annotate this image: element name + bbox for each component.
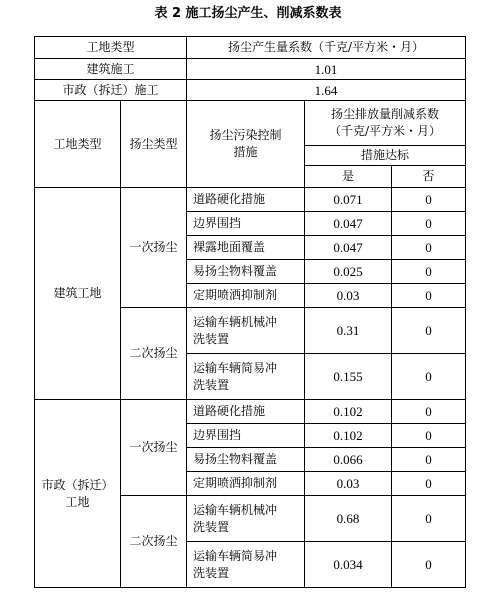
reduction-header-compliance: 措施达标	[305, 146, 466, 166]
coefficient-yes-cell: 0.102	[305, 424, 392, 448]
table-row	[35, 188, 466, 212]
coefficient-yes-cell: 0.03	[305, 472, 392, 496]
generation-site-type: 市政（拆迁）施工	[35, 80, 187, 101]
reduction-header-dust-type: 扬尘类型	[121, 101, 187, 188]
table-row	[35, 400, 466, 424]
measure-cell: 易扬尘物料覆盖	[187, 260, 305, 284]
coefficient-yes-cell: 0.03	[305, 284, 392, 308]
coefficient-no-cell: 0	[392, 260, 466, 284]
measure-cell	[187, 542, 305, 588]
coefficient-no-cell: 0	[392, 284, 466, 308]
measure-line2: 洗装置	[193, 565, 230, 580]
reduction-header-measure-line1: 扬尘污染控制	[209, 128, 282, 142]
coefficient-yes-cell: 0.034	[305, 542, 392, 588]
measure-cell: 易扬尘物料覆盖	[187, 448, 305, 472]
measure-line1: 运输车辆机械冲	[193, 314, 278, 329]
coefficient-yes-cell: 0.68	[305, 496, 392, 542]
measure-cell	[187, 308, 305, 354]
generation-coefficient: 1.01	[187, 59, 466, 80]
coefficient-yes-cell: 0.071	[305, 188, 392, 212]
coefficient-yes-cell: 0.102	[305, 400, 392, 424]
table-caption: 表 2 施工扬尘产生、削减系数表	[154, 6, 342, 21]
measure-cell	[187, 354, 305, 400]
coefficient-no-cell: 0	[392, 542, 466, 588]
coefficient-yes-cell: 0.025	[305, 260, 392, 284]
generation-header-row	[35, 37, 466, 59]
reduction-header-coefficient-line1: 扬尘排放量削减系数	[331, 107, 440, 121]
coefficient-yes-cell: 0.155	[305, 354, 392, 400]
site-type-line2: 工地	[65, 494, 90, 509]
dust-type-cell: 二次扬尘	[121, 496, 187, 588]
measure-cell: 道路硬化措施	[187, 400, 305, 424]
coefficient-no-cell: 0	[392, 472, 466, 496]
generation-header-site-type: 工地类型	[35, 37, 187, 59]
reduction-header-measure	[187, 101, 305, 188]
measure-cell	[187, 496, 305, 542]
coefficient-no-cell: 0	[392, 308, 466, 354]
reduction-header-yes: 是	[305, 166, 392, 188]
coefficient-no-cell: 0	[392, 424, 466, 448]
measure-line1: 运输车辆机械冲	[193, 502, 278, 517]
dust-type-cell: 一次扬尘	[121, 400, 187, 496]
measure-line2: 洗装置	[193, 331, 230, 346]
generation-coefficient: 1.64	[187, 80, 466, 101]
site-type-line1: 市政（拆迁）	[41, 477, 114, 492]
coefficient-yes-cell: 0.047	[305, 212, 392, 236]
coefficient-no-cell: 0	[392, 496, 466, 542]
coefficient-no-cell: 0	[392, 448, 466, 472]
reduction-header-measure-line2: 措施	[233, 145, 258, 159]
coefficient-no-cell: 0	[392, 212, 466, 236]
generation-row	[35, 59, 466, 80]
measure-cell: 裸露地面覆盖	[187, 236, 305, 260]
reduction-header-coefficient	[305, 101, 466, 146]
reduction-header-coefficient-line2: （千克/平方米・月）	[329, 124, 442, 138]
reduction-header-row	[35, 101, 466, 146]
generation-header-coefficient: 扬尘产生量系数（千克/平方米・月）	[187, 37, 466, 59]
coefficient-yes-cell: 0.047	[305, 236, 392, 260]
coefficient-no-cell: 0	[392, 354, 466, 400]
coefficient-no-cell: 0	[392, 188, 466, 212]
coefficient-yes-cell: 0.066	[305, 448, 392, 472]
measure-line1: 运输车辆简易冲	[193, 548, 278, 563]
reduction-header-no: 否	[392, 166, 466, 188]
reduction-header-site-type: 工地类型	[35, 101, 121, 188]
measure-line2: 洗装置	[193, 519, 230, 534]
measure-cell: 边界围挡	[187, 212, 305, 236]
measure-cell: 道路硬化措施	[187, 188, 305, 212]
measure-line2: 洗装置	[193, 377, 230, 392]
dust-coefficient-table	[34, 36, 466, 588]
site-type-cell	[35, 400, 121, 588]
coefficient-no-cell: 0	[392, 400, 466, 424]
dust-type-cell: 二次扬尘	[121, 308, 187, 400]
measure-cell: 边界围挡	[187, 424, 305, 448]
generation-site-type: 建筑施工	[35, 59, 187, 80]
dust-type-cell: 一次扬尘	[121, 188, 187, 308]
site-type-cell: 建筑工地	[35, 188, 121, 400]
measure-cell: 定期喷洒抑制剂	[187, 472, 305, 496]
measure-cell: 定期喷洒抑制剂	[187, 284, 305, 308]
coefficient-no-cell: 0	[392, 236, 466, 260]
measure-line1: 运输车辆简易冲	[193, 360, 278, 375]
coefficient-yes-cell: 0.31	[305, 308, 392, 354]
generation-row	[35, 80, 466, 101]
